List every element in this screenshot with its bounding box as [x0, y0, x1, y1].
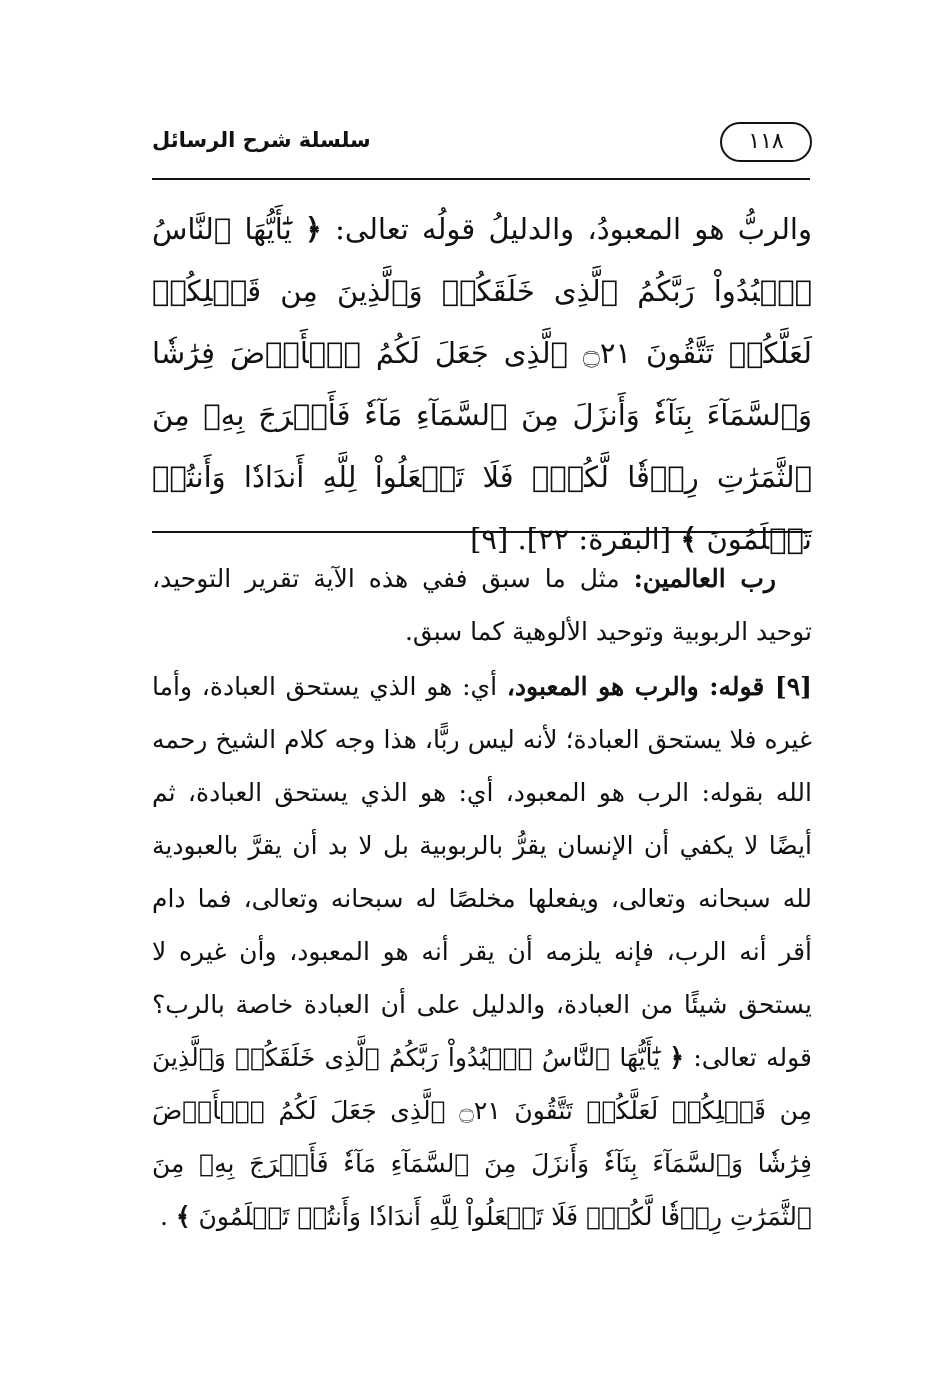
header-divider	[152, 178, 810, 180]
commentary-paragraph-1	[152, 552, 812, 658]
main-intro: والربُّ هو المعبودُ، والدليلُ قولُه تعالى:	[335, 212, 812, 246]
commentary-text-2: أي: هو الذي يستحق العبادة، وأما غيره فلا يستحق العبادة؛ لأنه ليس ربًّا، هذا وجه كلام الشيخ رحمه الله بقوله: الرب هو المعبود، أي: هو الذي يستحق العبادة، ثم أيضًا لا يكفي أن الإنسان يقرُّ بالربوبية بل لا بد أن يقرَّ بالعبودية لله سبحانه وتعالى، ويفعلها مخلصًا له سبحانه وتعالى، فما دام أقر أنه الرب، فإنه يلزمه أن يقر أنه هو المعبود، وأن غيره لا يستحق شيئًا من العبادة، والدليل على أن العبادة خاصة بالرب؟ قوله تعالى:	[152, 672, 812, 1072]
commentary-end-punct: .	[160, 1202, 168, 1231]
commentary	[152, 552, 812, 1243]
verse-reference: [البقرة: ٢٢]. [٩]	[470, 522, 672, 556]
commentary-paragraph-2	[152, 660, 812, 1243]
verse-open-bracket: ﴿	[304, 212, 322, 246]
commentary-text-1: مثل ما سبق ففي هذه الآية تقرير التوحيد، توحيد الربوبية وتوحيد الألوهية كما سبق.	[152, 564, 812, 646]
verse-close-bracket: ﴾	[680, 522, 698, 556]
commentary-verse-open-bracket: ﴿	[669, 1043, 685, 1072]
page-header	[152, 122, 812, 168]
main-verse: يَٰٓأَيُّهَا ٱلنَّاسُ ٱعۡبُدُواْ رَبَّكُمُ ٱلَّذِى خَلَقَكُمۡ وَٱلَّذِينَ مِن قَبۡلِكُمۡ لَعَلَّكُمۡ تَتَّقُونَ ۝٢١ ٱلَّذِى جَعَلَ لَكُمُ ٱلۡأَرۡضَ فِرَٰشٗا وَٱلسَّمَآءَ بِنَآءٗ وَأَنزَلَ مِنَ ٱلسَّمَآءِ مَآءٗ فَأَخۡرَجَ بِهِۦ مِنَ ٱلثَّمَرَٰتِ رِزۡقٗا لَّكُمۡۖ فَلَا تَجۡعَلُواْ لِلَّهِ أَندَادٗا وَأَنتُمۡ تَعۡلَمُونَ	[152, 212, 812, 556]
commentary-verse: يَٰٓأَيُّهَا ٱلنَّاسُ ٱعۡبُدُواْ رَبَّكُمُ ٱلَّذِى خَلَقَكُمۡ وَٱلَّذِينَ مِن قَبۡلِكُمۡ لَعَلَّكُمۡ تَتَّقُونَ ۝٢١ ٱلَّذِى جَعَلَ لَكُمُ ٱلۡأَرۡضَ فِرَٰشٗا وَٱلسَّمَآءَ بِنَآءٗ وَأَنزَلَ مِنَ ٱلسَّمَآءِ مَآءٗ فَأَخۡرَجَ بِهِۦ مِنَ ٱلثَّمَرَٰتِ رِزۡقٗا لَّكُمۡۖ فَلَا تَجۡعَلُواْ لِلَّهِ أَندَادٗا وَأَنتُمۡ تَعۡلَمُونَ	[152, 1043, 812, 1231]
commentary-heading-2: [٩] قوله: والرب هو المعبود،	[506, 672, 812, 701]
commentary-heading-1: رب العالمين:	[633, 564, 776, 593]
main-text	[152, 198, 812, 570]
commentary-verse-close-bracket: ﴾	[175, 1202, 191, 1231]
series-title: سلسلة شرح الرسائل	[152, 128, 371, 152]
footnote-divider	[152, 531, 810, 533]
page-number: ١١٨	[720, 122, 812, 162]
